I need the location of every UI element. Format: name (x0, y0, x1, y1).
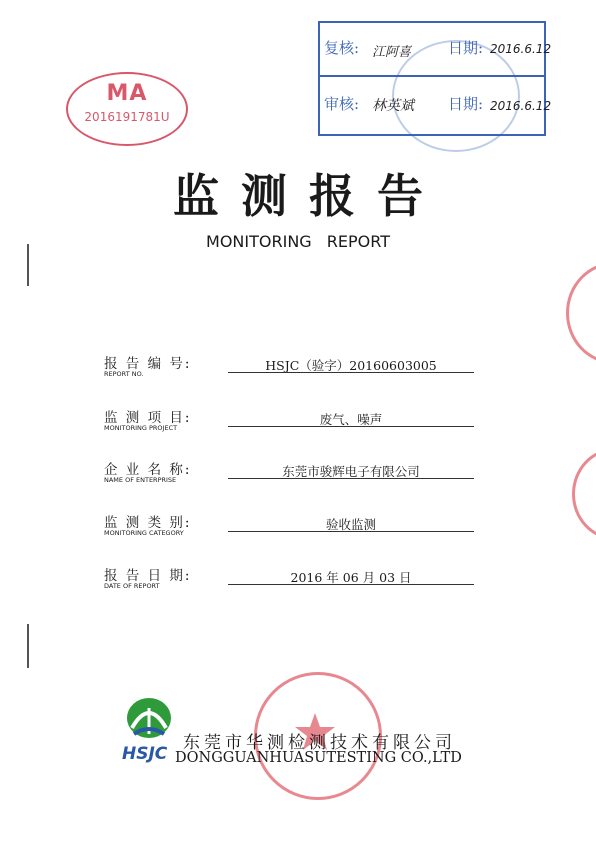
field-value: 验收监测 (325, 517, 376, 532)
field-underline (228, 426, 474, 427)
field-value: HSJC（验字）20160603005 (265, 358, 437, 373)
field-label-en: REPORT NO. (104, 370, 144, 378)
margin-mark-bottom (27, 624, 29, 668)
report-title-en: MONITORING REPORT (206, 232, 390, 251)
field-label-en: MONITORING PROJECT (104, 424, 178, 432)
fuhe-label: 复核: (324, 39, 360, 57)
review-box (318, 21, 552, 136)
field-monitoring-category (104, 511, 484, 551)
cma-number: 2016191781U (84, 110, 170, 124)
field-label-en: MONITORING CATEGORY (104, 529, 184, 537)
field-underline (228, 478, 474, 479)
field-enterprise-name (104, 458, 484, 498)
fuhe-date: 2016.6.12 (490, 42, 552, 56)
field-value: 东莞市骏辉电子有限公司 (282, 464, 420, 479)
field-label-cn: 报 告 编 号: (104, 356, 192, 372)
edge-red-seal-top (566, 262, 596, 364)
field-value: 2016 年 06 月 03 日 (290, 570, 412, 585)
field-underline (228, 584, 474, 585)
hsjc-logo (120, 694, 178, 764)
shenhe-date: 2016.6.12 (490, 99, 552, 113)
field-label-en: NAME OF ENTERPRISE (104, 476, 177, 484)
shenhe-label: 审核: (324, 95, 360, 113)
hsjc-logo-text: HSJC (122, 744, 168, 764)
fuhe-signature: 江阿喜 (372, 45, 412, 60)
field-label-en: DATE OF REPORT (104, 582, 160, 590)
company-name-en: DONGGUANHUASUTESTING CO.,LTD (175, 750, 462, 766)
report-title-cn: 监测报告 (173, 169, 445, 223)
fuhe-date-label: 日期: (448, 39, 484, 57)
cma-mark: MA (106, 81, 148, 106)
cma-seal (66, 72, 188, 146)
company-name-cn: 东莞市华测检测技术有限公司 (183, 733, 456, 753)
field-label-cn: 报 告 日 期: (104, 568, 192, 584)
field-label-cn: 监 测 项 目: (104, 410, 192, 426)
field-report-date (104, 564, 484, 604)
field-label-cn: 企 业 名 称: (104, 462, 192, 478)
field-label-cn: 监 测 类 别: (104, 515, 192, 531)
field-report-no (104, 352, 484, 392)
field-value: 废气、噪声 (319, 412, 383, 427)
shenhe-signature: 林英斌 (372, 98, 414, 114)
review-divider (320, 75, 544, 77)
field-monitoring-project (104, 406, 484, 446)
field-underline (228, 531, 474, 532)
edge-red-seal-bottom (572, 448, 596, 540)
field-underline (228, 372, 474, 373)
shenhe-date-label: 日期: (448, 95, 484, 113)
